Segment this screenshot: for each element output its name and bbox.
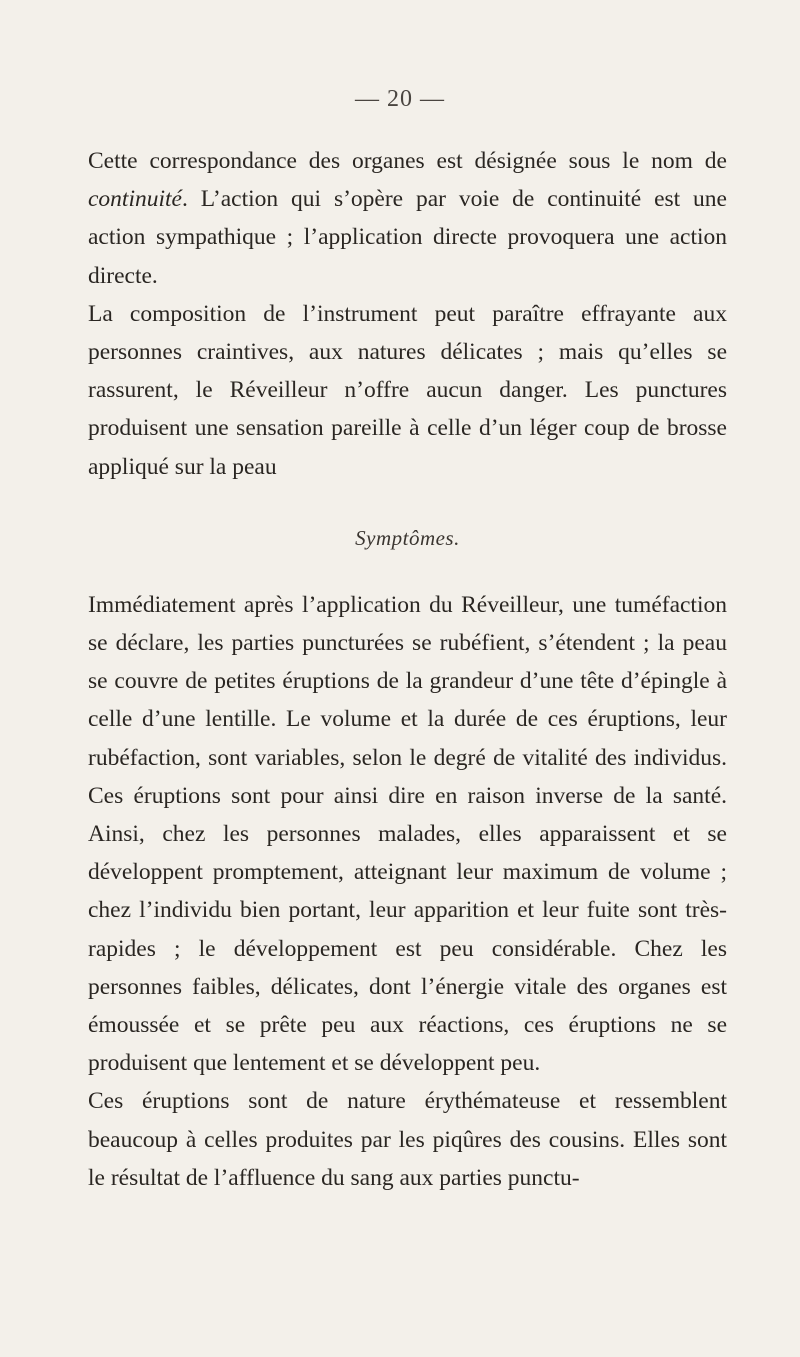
paragraph-continuity-end: . L’action qui s’opère par voie de continuité est une action sympathique ; l’application directe provoquera une action directe. [88, 186, 727, 289]
paragraph-instrument: La composition de l’instrument peut paraître effrayante aux personnes craintives, aux natures délicates ; mais qu’elles se rassurent, le Réveilleur n’offre aucun danger. Les punctures produisent une sensation pareille à celle d’un léger coup de brosse appliqué sur la peau [88, 300, 727, 480]
paragraph-symptoms: Immédiatement après l’application du Réveilleur, une tuméfaction se déclare, les parties puncturées se rubéfient, s’étendent ; la peau se couvre de petites éruptions de la grandeur d’une tête d’épingle à celle d’une lentille. Le volume et la durée de ces éruptions, leur rubéfaction, sont variables, selon le degré de vitalité des individus. Ces éruptions sont pour ainsi dire en raison inverse de la santé. Ainsi, chez les personnes malades, elles apparaissent et se développent promptement, atteignant leur maximum de volume ; chez l’individu bien portant, leur apparition et leur fuite sont très-rapides ; le développement est peu considérable. Chez les personnes faibles, délicates, dont l’énergie vitale des organes est émoussée et se prête peu aux réactions, ces éruptions ne se produisent que lentement et se développent peu. [88, 591, 727, 1077]
paragraph-continuity [88, 142, 727, 295]
paragraph-continuity-start: Cette correspondance des organes est désignée sous le nom de [88, 148, 727, 174]
term-continuite: continuité [88, 186, 182, 213]
paragraph-eruptions: Ces éruptions sont de nature érythémateuse et ressemblent beaucoup à celles produites par les piqûres des cousins. Elles sont le résultat de l’affluence du sang aux parties punctu- [88, 1088, 727, 1191]
page-number: — 20 — [355, 86, 445, 112]
section-heading: Symptômes. [355, 525, 460, 550]
body-text [88, 142, 727, 1197]
